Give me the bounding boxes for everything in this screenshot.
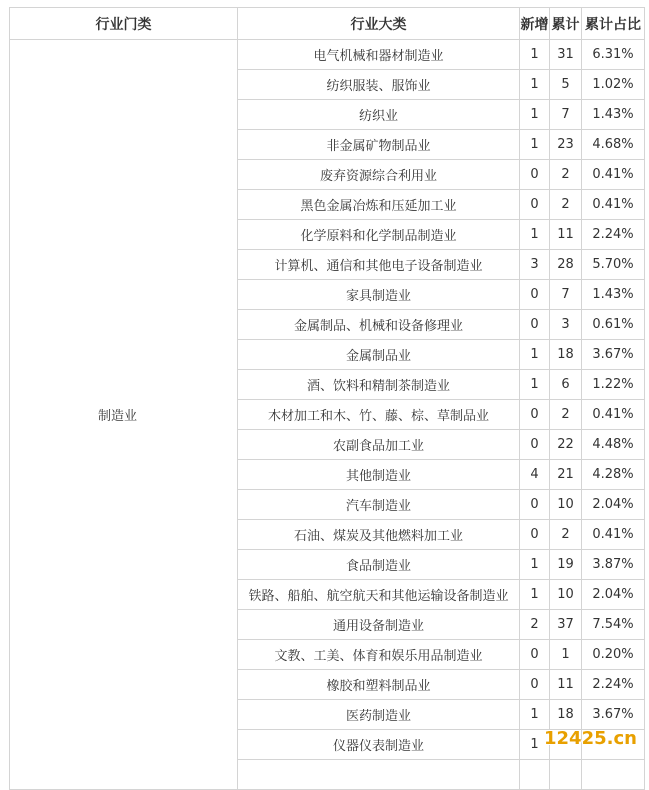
industry-name-cell: 金属制品、机械和设备修理业 bbox=[238, 310, 520, 340]
new-count-cell: 0 bbox=[520, 400, 550, 430]
category-cell: 制造业 bbox=[10, 40, 238, 790]
new-count-cell: 2 bbox=[520, 610, 550, 640]
total-count-cell: 2 bbox=[550, 400, 582, 430]
new-count-cell: 1 bbox=[520, 700, 550, 730]
share-cell: 0.41% bbox=[582, 160, 645, 190]
share-cell: 1.43% bbox=[582, 100, 645, 130]
total-count-cell: 7 bbox=[550, 100, 582, 130]
total-count-cell: 6 bbox=[550, 370, 582, 400]
total-count-cell: 28 bbox=[550, 250, 582, 280]
new-count-cell: 0 bbox=[520, 520, 550, 550]
share-cell: 4.68% bbox=[582, 130, 645, 160]
share-cell: 2.04% bbox=[582, 580, 645, 610]
new-count-cell: 0 bbox=[520, 310, 550, 340]
header-total: 累计 bbox=[550, 8, 582, 40]
share-cell: 1.02% bbox=[582, 70, 645, 100]
new-count-cell: 3 bbox=[520, 250, 550, 280]
header-share: 累计占比 bbox=[582, 8, 645, 40]
industry-name-cell: 石油、煤炭及其他燃料加工业 bbox=[238, 520, 520, 550]
share-cell: 0.20% bbox=[582, 640, 645, 670]
industry-name-cell: 酒、饮料和精制茶制造业 bbox=[238, 370, 520, 400]
share-cell: 0.61% bbox=[582, 310, 645, 340]
industry-name-cell: 纺织业 bbox=[238, 100, 520, 130]
industry-name-cell: 仪器仪表制造业 bbox=[238, 730, 520, 760]
industry-name-cell: 金属制品业 bbox=[238, 340, 520, 370]
industry-name-cell: 纺织服装、服饰业 bbox=[238, 70, 520, 100]
total-count-cell: 37 bbox=[550, 610, 582, 640]
new-count-cell: 1 bbox=[520, 370, 550, 400]
new-count-cell: 0 bbox=[520, 430, 550, 460]
share-cell: 1.43% bbox=[582, 280, 645, 310]
new-count-cell: 0 bbox=[520, 160, 550, 190]
share-cell: 0.41% bbox=[582, 190, 645, 220]
total-count-cell: 3 bbox=[550, 310, 582, 340]
total-count-cell: 18 bbox=[550, 700, 582, 730]
industry-name-cell: 医药制造业 bbox=[238, 700, 520, 730]
empty-cell bbox=[550, 760, 582, 790]
share-cell: 3.67% bbox=[582, 700, 645, 730]
new-count-cell: 0 bbox=[520, 490, 550, 520]
share-cell: 5.70% bbox=[582, 250, 645, 280]
industry-name-cell: 铁路、船舶、航空航天和其他运输设备制造业 bbox=[238, 580, 520, 610]
total-count-cell: 23 bbox=[550, 130, 582, 160]
new-count-cell: 1 bbox=[520, 130, 550, 160]
new-count-cell: 1 bbox=[520, 100, 550, 130]
share-cell: 2.24% bbox=[582, 220, 645, 250]
share-cell: 1.22% bbox=[582, 370, 645, 400]
industry-name-cell: 非金属矿物制品业 bbox=[238, 130, 520, 160]
share-cell: 3.67% bbox=[582, 340, 645, 370]
new-count-cell: 1 bbox=[520, 40, 550, 70]
share-cell: 2.04% bbox=[582, 490, 645, 520]
industry-name-cell: 农副食品加工业 bbox=[238, 430, 520, 460]
new-count-cell: 0 bbox=[520, 280, 550, 310]
new-count-cell: 1 bbox=[520, 550, 550, 580]
new-count-cell: 1 bbox=[520, 340, 550, 370]
total-count-cell: 7 bbox=[550, 280, 582, 310]
total-count-cell: 21 bbox=[550, 460, 582, 490]
table-body bbox=[10, 40, 645, 790]
industry-name-cell: 汽车制造业 bbox=[238, 490, 520, 520]
industry-name-cell: 废弃资源综合利用业 bbox=[238, 160, 520, 190]
new-count-cell: 1 bbox=[520, 730, 550, 760]
new-count-cell: 0 bbox=[520, 640, 550, 670]
header-industry-major: 行业大类 bbox=[238, 8, 520, 40]
total-count-cell: 2 bbox=[550, 160, 582, 190]
total-count-cell: 2 bbox=[550, 190, 582, 220]
industry-name-cell: 电气机械和器材制造业 bbox=[238, 40, 520, 70]
share-cell: 3.87% bbox=[582, 550, 645, 580]
industry-name-cell: 食品制造业 bbox=[238, 550, 520, 580]
industry-table bbox=[9, 7, 645, 790]
total-count-cell: 31 bbox=[550, 40, 582, 70]
new-count-cell: 1 bbox=[520, 220, 550, 250]
industry-name-cell: 其他制造业 bbox=[238, 460, 520, 490]
empty-cell bbox=[520, 760, 550, 790]
total-count-cell: 1 bbox=[550, 640, 582, 670]
empty-cell bbox=[238, 760, 520, 790]
header-new: 新增 bbox=[520, 8, 550, 40]
header-industry-category: 行业门类 bbox=[10, 8, 238, 40]
total-count-cell: 10 bbox=[550, 490, 582, 520]
total-count-cell: 18 bbox=[550, 340, 582, 370]
share-cell: 2.24% bbox=[582, 670, 645, 700]
share-cell: 0.41% bbox=[582, 520, 645, 550]
total-count-cell: 2 bbox=[550, 520, 582, 550]
total-count-cell: 19 bbox=[550, 550, 582, 580]
industry-name-cell: 计算机、通信和其他电子设备制造业 bbox=[238, 250, 520, 280]
new-count-cell: 1 bbox=[520, 70, 550, 100]
share-cell: 7.54% bbox=[582, 610, 645, 640]
table-header-row bbox=[10, 8, 645, 40]
industry-name-cell: 木材加工和木、竹、藤、棕、草制品业 bbox=[238, 400, 520, 430]
site-watermark: 12425.cn bbox=[544, 728, 637, 749]
share-cell: 0.41% bbox=[582, 400, 645, 430]
total-count-cell: 11 bbox=[550, 220, 582, 250]
industry-name-cell: 文教、工美、体育和娱乐用品制造业 bbox=[238, 640, 520, 670]
total-count-cell: 22 bbox=[550, 430, 582, 460]
industry-name-cell: 黑色金属冶炼和压延加工业 bbox=[238, 190, 520, 220]
table-row bbox=[10, 40, 645, 70]
share-cell: 4.48% bbox=[582, 430, 645, 460]
new-count-cell: 1 bbox=[520, 580, 550, 610]
industry-name-cell: 橡胶和塑料制品业 bbox=[238, 670, 520, 700]
new-count-cell: 4 bbox=[520, 460, 550, 490]
industry-name-cell: 家具制造业 bbox=[238, 280, 520, 310]
total-count-cell: 5 bbox=[550, 70, 582, 100]
new-count-cell: 0 bbox=[520, 190, 550, 220]
industry-name-cell: 化学原料和化学制品制造业 bbox=[238, 220, 520, 250]
empty-cell bbox=[582, 760, 645, 790]
share-cell: 6.31% bbox=[582, 40, 645, 70]
share-cell: 4.28% bbox=[582, 460, 645, 490]
industry-name-cell: 通用设备制造业 bbox=[238, 610, 520, 640]
total-count-cell: 11 bbox=[550, 670, 582, 700]
total-count-cell: 10 bbox=[550, 580, 582, 610]
new-count-cell: 0 bbox=[520, 670, 550, 700]
